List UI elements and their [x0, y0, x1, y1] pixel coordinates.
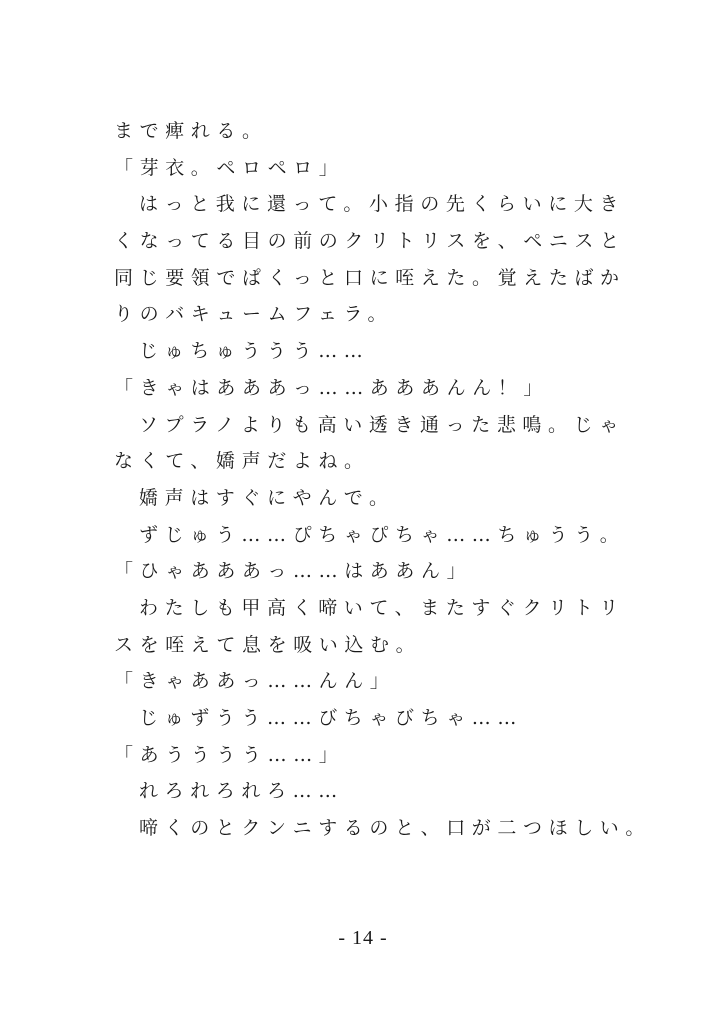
text-line: はっと我に還って。小指の先くらいに大き — [139, 193, 626, 216]
text-line: なくて、嬌声だよね。 — [114, 450, 370, 473]
text-line: わたしも甲高く啼いて、またすぐクリトリ — [139, 596, 626, 619]
text-line: ずじゅう……ぴちゃぴちゃ……ちゅうう。 — [139, 523, 626, 546]
body-text — [114, 113, 652, 847]
text-line: 「ひゃあああっ……はああん」 — [114, 560, 473, 583]
text-line: まで痺れる。 — [114, 120, 268, 142]
page-number: - 14 - — [338, 927, 388, 949]
text-line: 「芽衣。ペロペロ」 — [114, 156, 345, 179]
text-line: じゅずうう……びちゃびちゃ…… — [139, 707, 524, 729]
text-line: 同じ要領でぱくっと口に咥えた。覚えたばか — [114, 266, 626, 289]
text-line: れろれろれろ…… — [139, 780, 344, 803]
text-line: くなってる目の前のクリトリスを、ペニスと — [114, 230, 626, 253]
text-line: 啼くのとクンニするのと、口が二つほしい。 — [139, 817, 652, 840]
text-line: 「きゃはあああっ……あああんん！」 — [114, 376, 550, 399]
text-line: スを咥えて息を吸い込む。 — [114, 633, 422, 656]
text-line: 「きゃああっ……んん」 — [114, 670, 396, 693]
text-line: じゅちゅううう…… — [139, 340, 370, 363]
text-line: りのバキュームフェラ。 — [114, 303, 394, 326]
text-line: 「あうううう……」 — [114, 743, 345, 766]
text-line: ソプラノよりも高い透き通った悲鳴。じゃ — [139, 413, 625, 436]
text-line: 嬌声はすぐにやんで。 — [139, 486, 395, 509]
